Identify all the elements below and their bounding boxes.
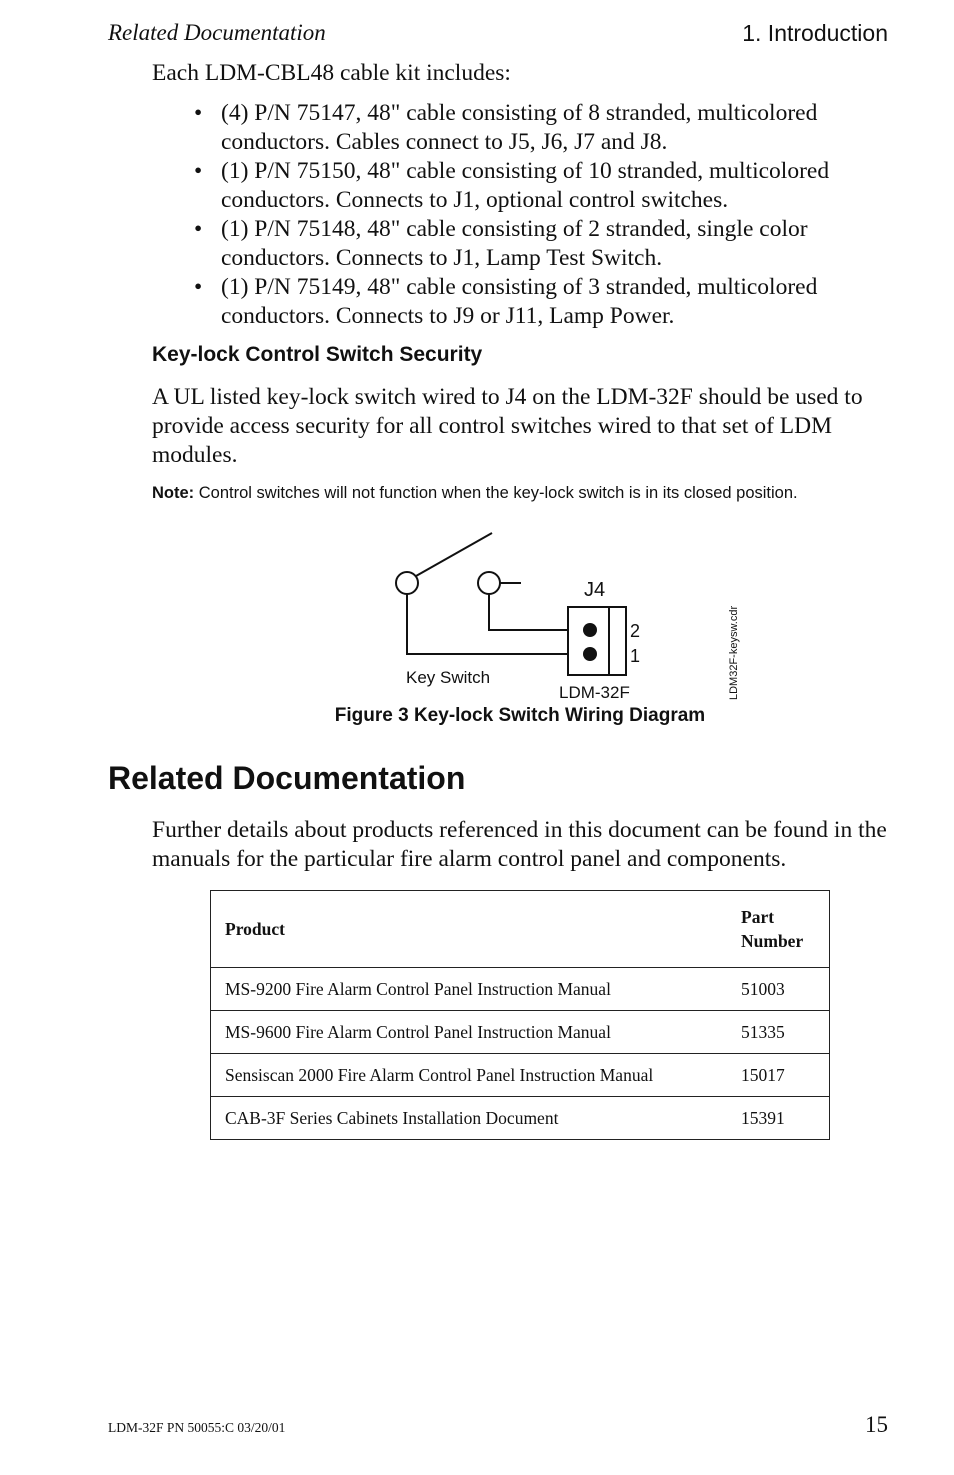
keylock-note	[152, 484, 798, 503]
table-row	[211, 968, 830, 1011]
cell-product: CAB-3F Series Cabinets Installation Document	[211, 1097, 726, 1140]
list-item-line1: (1) P/N 75149, 48" cable consisting of 3 stranded, multicolored	[221, 274, 818, 300]
switch-terminal-right	[478, 572, 500, 594]
drawing-file-label: LDM32F-keysw.cdr	[728, 605, 740, 700]
table-row	[211, 1097, 830, 1140]
list-item-line2: conductors. Connects to J9 or J11, Lamp Power.	[221, 303, 675, 329]
cell-part-number: 15391	[725, 1097, 830, 1140]
table-row	[211, 1054, 830, 1097]
bullet-icon: •	[194, 216, 203, 242]
bullet-icon: •	[194, 100, 203, 126]
list-item-line1: (1) P/N 75148, 48" cable consisting of 2 stranded, single color	[221, 216, 808, 242]
list-item	[194, 273, 894, 331]
cable-kit-intro: Each LDM-CBL48 cable kit includes:	[152, 60, 511, 86]
cell-product: MS-9200 Fire Alarm Control Panel Instruction Manual	[211, 968, 726, 1011]
keylock-heading: Key-lock Control Switch Security	[152, 343, 483, 366]
note-label: Note:	[152, 484, 195, 502]
key-switch-label: Key Switch	[406, 668, 491, 687]
list-item-line2: conductors. Cables connect to J5, J6, J7 and J8.	[221, 129, 668, 155]
switch-terminal-left	[396, 572, 418, 594]
table-row	[211, 1011, 830, 1054]
bullet-icon: •	[194, 274, 203, 300]
connector-label: J4	[584, 579, 606, 601]
cell-product: MS-9600 Fire Alarm Control Panel Instruction Manual	[211, 1011, 726, 1054]
header-product: Product	[225, 918, 285, 939]
j4-connector	[568, 607, 626, 675]
cell-part-number: 51003	[725, 968, 830, 1011]
pin-2-dot	[583, 623, 597, 637]
keylock-paragraph: A UL listed key-lock switch wired to J4 on the LDM-32F should be used to provide access security for all control switches wired to that set of LDM modules.	[152, 384, 863, 468]
list-item-line1: (1) P/N 75150, 48" cable consisting of 10 stranded, multicolored	[221, 158, 830, 184]
switch-lever	[416, 533, 492, 576]
table-header-row	[211, 891, 830, 968]
list-item	[194, 99, 894, 157]
cell-part-number: 51335	[725, 1011, 830, 1054]
cable-kit-list	[194, 99, 894, 331]
board-label: LDM-32F	[559, 683, 630, 702]
running-header-chapter: 1. Introduction	[742, 20, 888, 46]
list-item-line1: (4) P/N 75147, 48" cable consisting of 8 stranded, multicolored	[221, 100, 818, 126]
page-number: 15	[865, 1412, 888, 1437]
figure-caption: Figure 3 Key-lock Switch Wiring Diagram	[334, 705, 706, 726]
cell-part-number: 15017	[725, 1054, 830, 1097]
wire-pin2	[489, 594, 568, 630]
section-heading: Related Documentation	[108, 760, 466, 796]
key-switch-wiring-diagram	[380, 520, 760, 705]
bullet-icon: •	[194, 158, 203, 184]
list-item	[194, 215, 894, 273]
related-paragraph: Further details about products referenced in this document can be found in the manuals for the particular fire alarm control panel and components.	[152, 817, 887, 872]
list-item	[194, 157, 894, 215]
running-header-section: Related Documentation	[108, 20, 326, 45]
related-documents-table	[210, 890, 830, 1140]
list-item-line2: conductors. Connects to J1, Lamp Test Switch.	[221, 245, 663, 271]
pin-label-1: 1	[630, 646, 641, 666]
cell-product: Sensiscan 2000 Fire Alarm Control Panel Instruction Manual	[211, 1054, 726, 1097]
pin-label-2: 2	[630, 621, 641, 641]
header-part-number	[725, 891, 830, 968]
pin-1-dot	[583, 647, 597, 661]
list-item-line2: conductors. Connects to J1, optional control switches.	[221, 187, 729, 213]
header-part-line2: Number	[741, 931, 804, 951]
wire-pin1	[407, 594, 568, 654]
note-text: Control switches will not function when the key-lock switch is in its closed position.	[194, 484, 798, 502]
header-part-line1: Part	[741, 907, 775, 927]
footer-doc-id: LDM-32F PN 50055:C 03/20/01	[108, 1420, 286, 1435]
